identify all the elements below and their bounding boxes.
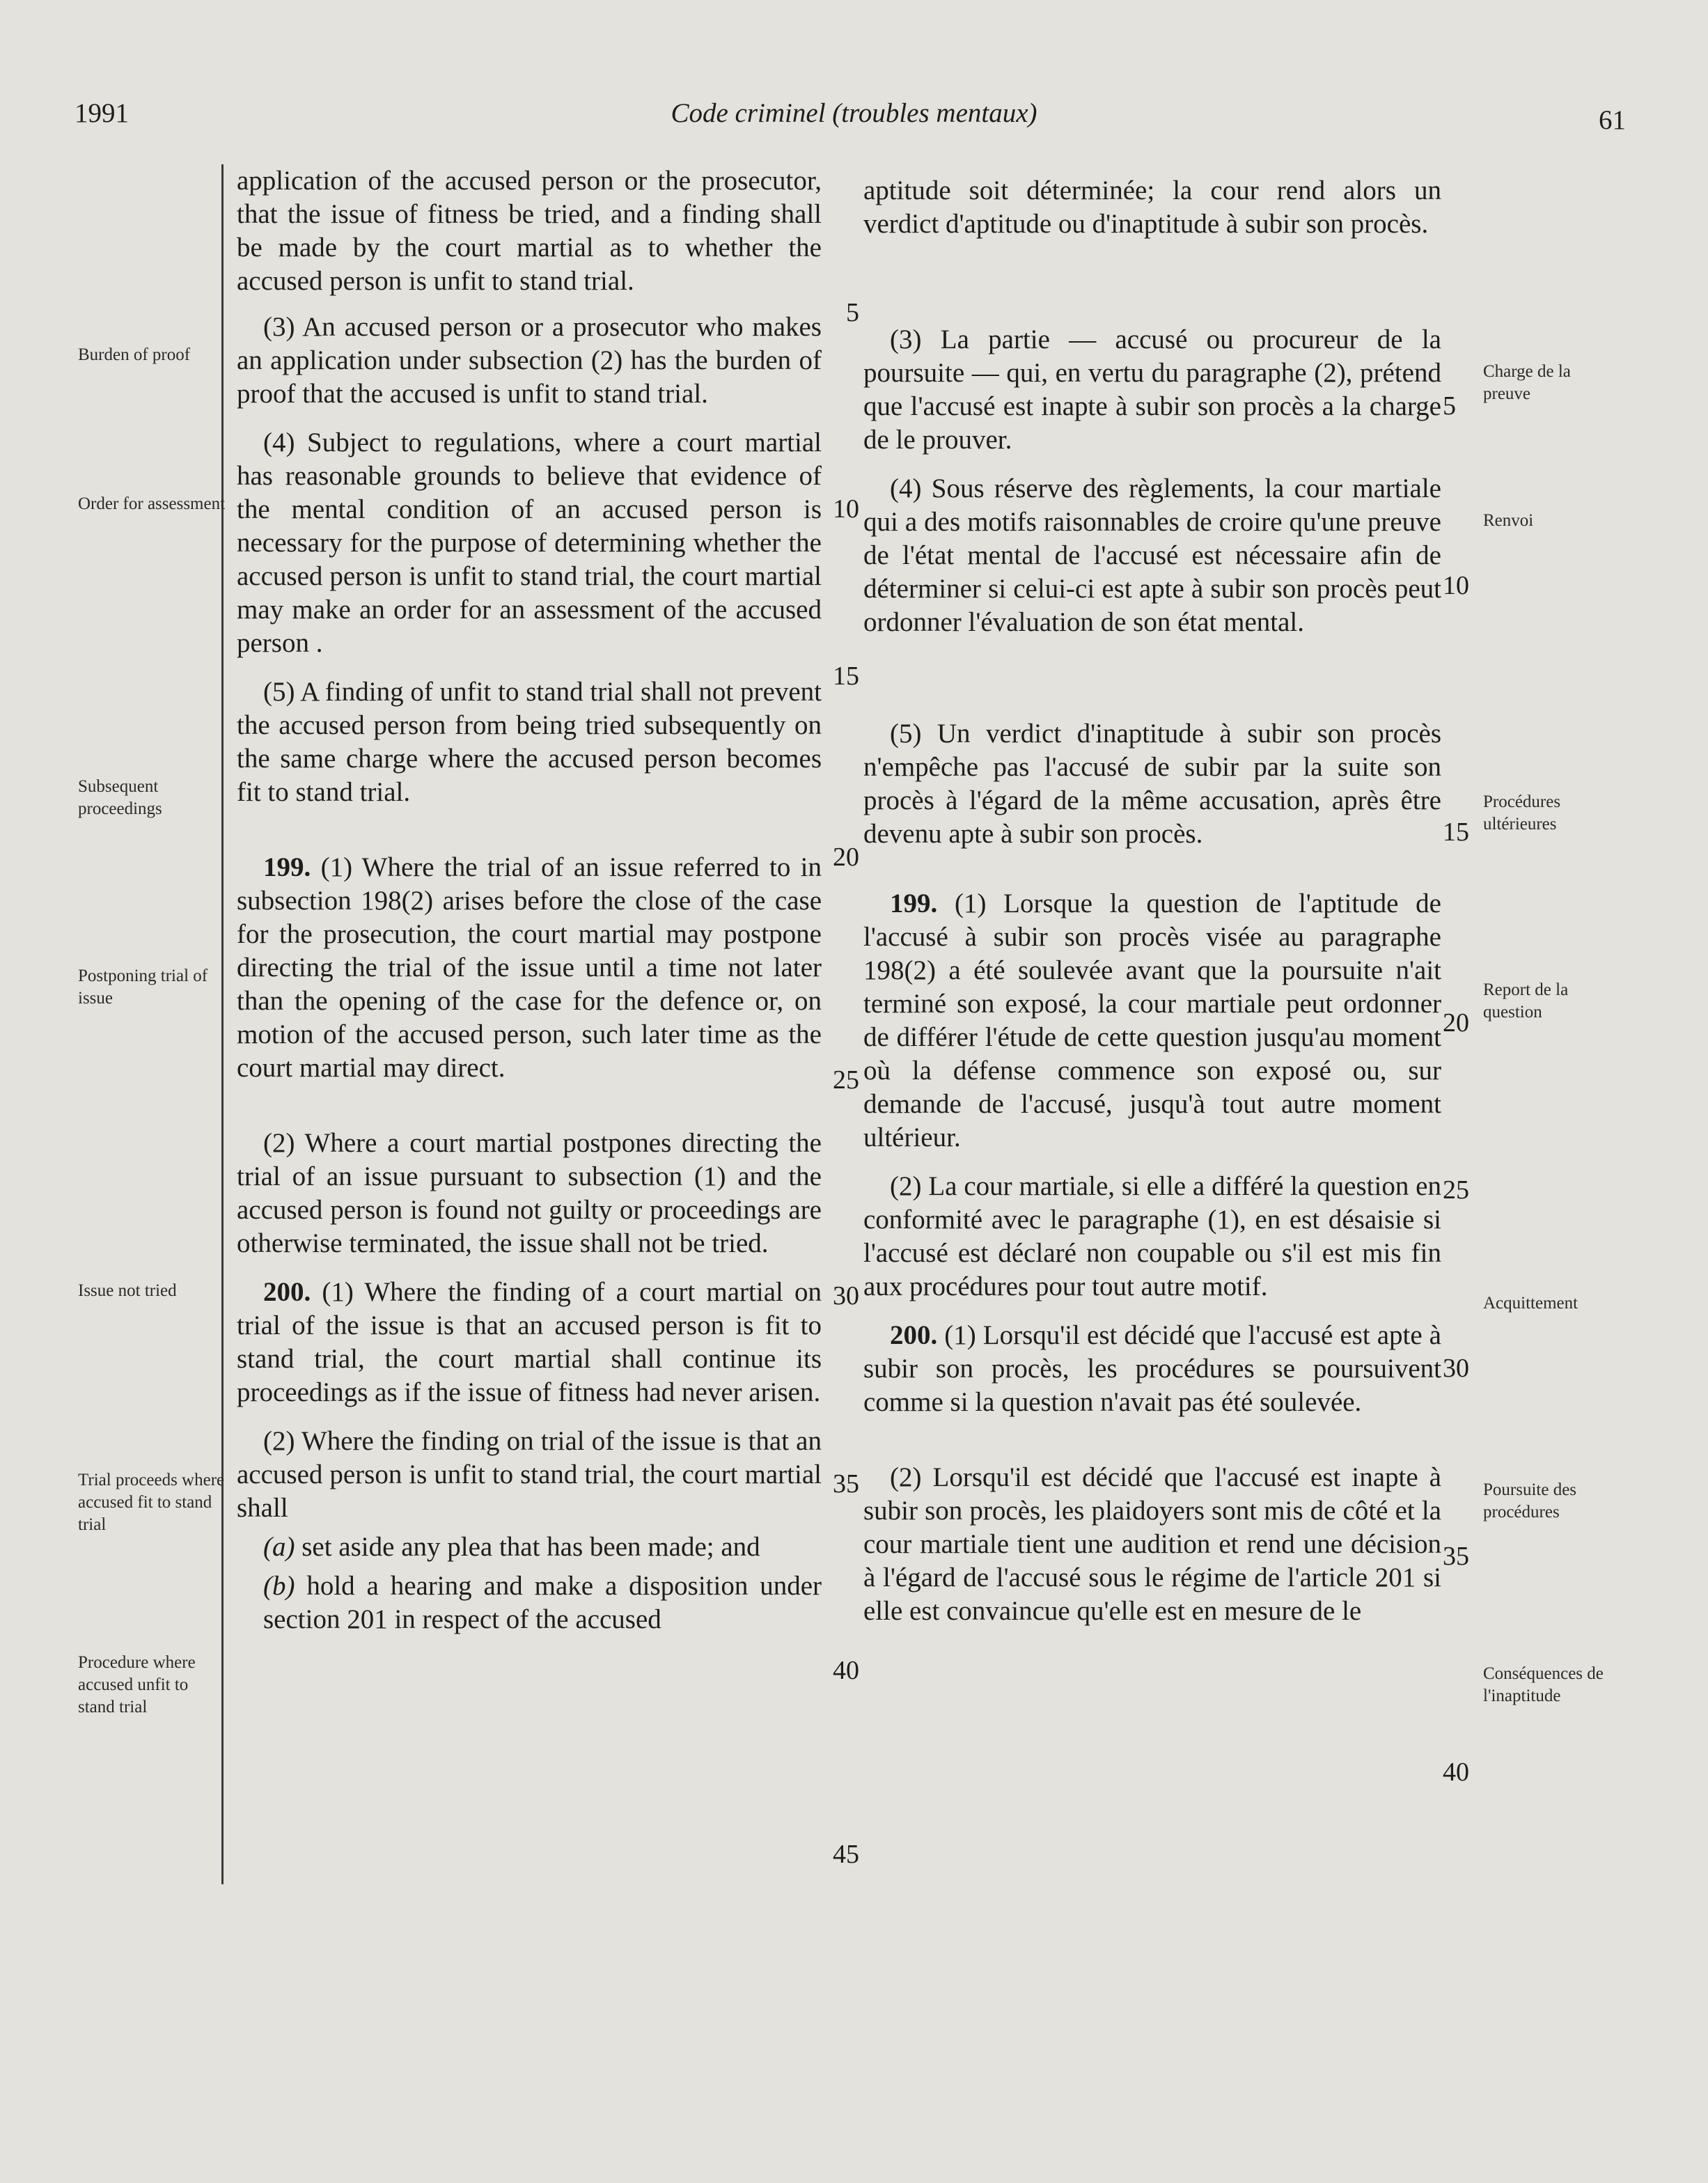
section-text: (1) Where the finding of a court martial on trial of the issue is that an accused person is fit to stand trial, the court martial shall continue its proceedings as if the issue of fitness had never arisen. bbox=[237, 1277, 822, 1407]
french-section-200 bbox=[863, 1319, 1441, 1419]
margin-note-burden-of-proof: Burden of proof bbox=[78, 345, 191, 364]
margin-note-procedure-unfit: Procedure where accused unfit to stand trial bbox=[78, 1653, 196, 1716]
english-paragraph: (5) A finding of unfit to stand trial shall not prevent the accused person from being tried subsequently on the same charge where the accused person becomes fit to stand trial. bbox=[237, 677, 822, 807]
english-column bbox=[237, 164, 822, 1636]
english-clause-a bbox=[237, 1531, 822, 1564]
line-number: 30 bbox=[833, 1281, 859, 1310]
margin-note-report-de-la-question: Report de la question bbox=[1483, 980, 1569, 1022]
line-number: 15 bbox=[1443, 817, 1469, 847]
line-number: 5 bbox=[846, 298, 859, 327]
english-paragraph: (2) Where the finding on trial of the issue is that an accused person is unfit to stand trial, the court martial shall bbox=[237, 1426, 822, 1523]
french-paragraph: (3) La partie — accusé ou procureur de la poursuite — qui, en vertu du paragraphe (2), prétend que l'accusé est inapte à subir son procès a la charge de le prouver. bbox=[863, 324, 1441, 455]
line-number: 20 bbox=[1443, 1008, 1469, 1038]
english-paragraph: (4) Subject to regulations, where a court martial has reasonable grounds to believe that evidence of the mental condition of an accused person is necessary for the purpose of determining whether the accused person is unfit to stand trial, the court martial may make an order for an assessment of the accused person . bbox=[237, 428, 822, 658]
line-number: 25 bbox=[833, 1065, 859, 1095]
french-paragraph: (2) Lorsqu'il est décidé que l'accusé est inapte à subir son procès, les plaidoyers sont mis de côté et la cour martiale tient une audition et rend une décision à l'égard de l'accusé sous le régime de l'article 201 si elle est convaincue qu'elle est en mesure de le bbox=[863, 1462, 1441, 1626]
line-number: 40 bbox=[833, 1656, 859, 1685]
line-number: 30 bbox=[1443, 1354, 1469, 1383]
line-number: 10 bbox=[833, 494, 859, 524]
clause-text: set aside any plea that has been made; and bbox=[295, 1532, 760, 1562]
margin-note-charge-de-la-preuve: Charge de la preuve bbox=[1483, 362, 1571, 403]
line-number: 45 bbox=[833, 1840, 859, 1869]
margin-note-procedures-ulterieures: Procédures ultérieures bbox=[1483, 792, 1561, 834]
english-paragraph: (3) An accused person or a prosecutor who makes an application under subsection (2) has the burden of proof that the accused is unfit to stand trial. bbox=[237, 312, 822, 409]
section-number: 199. bbox=[263, 852, 311, 882]
clause-label: (a) bbox=[263, 1532, 295, 1562]
section-text: (1) Lorsque la question de l'aptitude de l'accusé à subir son procès visée au paragraphe 198(2) a été soulevée avant que la poursuite n'ait terminé son exposé, la cour martiale peut ordonner de différer l'étude de cette question jusqu'au moment où la défense commence son exposé ou, sur demande de l'accusé, jusqu'à tout autre moment ultérieur. bbox=[863, 889, 1441, 1152]
english-paragraph: (2) Where a court martial postpones directing the trial of an issue pursuant to subsection (1) and the accused person is found not guilty or proceedings are otherwise terminated, the issue shall not be tried. bbox=[237, 1128, 822, 1258]
margin-note-postponing-trial: Postponing trial of issue bbox=[78, 967, 208, 1008]
margin-note-trial-proceeds: Trial proceeds where accused fit to stand trial bbox=[78, 1471, 225, 1534]
clause-text: hold a hearing and make a disposition under section 201 in respect of the accused bbox=[263, 1571, 822, 1634]
left-column-rule bbox=[221, 164, 224, 1884]
line-number: 20 bbox=[833, 843, 859, 872]
section-number: 200. bbox=[890, 1320, 938, 1350]
margin-note-acquittement: Acquittement bbox=[1483, 1294, 1578, 1313]
page-running-title: Code criminel (troubles mentaux) bbox=[671, 98, 1037, 128]
margin-note-issue-not-tried: Issue not tried bbox=[78, 1281, 177, 1300]
margin-note-renvoi: Renvoi bbox=[1483, 511, 1534, 530]
english-section-200 bbox=[237, 1276, 822, 1409]
line-number: 35 bbox=[833, 1469, 859, 1499]
section-number: 199. bbox=[890, 889, 938, 918]
section-number: 200. bbox=[263, 1277, 311, 1307]
french-column bbox=[863, 174, 1441, 1628]
margin-note-subsequent-proceedings: Subsequent proceedings bbox=[78, 777, 162, 818]
margin-note-poursuite-des-procedures: Poursuite des procédures bbox=[1483, 1480, 1577, 1521]
line-number: 15 bbox=[833, 662, 859, 691]
margin-note-order-for-assessment: Order for assessment bbox=[78, 494, 226, 513]
margin-note-consequences-inaptitude: Conséquences de l'inaptitude bbox=[1483, 1664, 1604, 1705]
english-section-199 bbox=[237, 851, 822, 1085]
english-paragraph: application of the accused person or the prosecutor, that the issue of fitness be tried, and a finding shall be made by the court martial as to whether the accused person is unfit to stand trial. bbox=[237, 166, 822, 296]
french-paragraph: (4) Sous réserve des règlements, la cour martiale qui a des motifs raisonnables de croire qu'une preuve de l'état mental de l'accusé est nécessaire afin de déterminer si celui-ci est apte à subir son procès peut ordonner l'évaluation de son état mental. bbox=[863, 474, 1441, 637]
french-section-199 bbox=[863, 887, 1441, 1155]
french-paragraph: (2) La cour martiale, si elle a différé la question en conformité avec le paragraphe (1), en est désaisie si l'accusé est déclaré non coupable ou s'il est mis fin aux procédures pour tout autre motif. bbox=[863, 1171, 1441, 1301]
line-number: 25 bbox=[1443, 1175, 1469, 1205]
french-paragraph: aptitude soit déterminée; la cour rend alors un verdict d'aptitude ou d'inaptitude à subir son procès. bbox=[863, 175, 1441, 239]
section-text: (1) Lorsqu'il est décidé que l'accusé est apte à subir son procès, les procédures se poursuivent comme si la question n'avait pas été soulevée. bbox=[863, 1320, 1441, 1417]
clause-label: (b) bbox=[263, 1571, 295, 1601]
english-clause-b bbox=[237, 1570, 822, 1636]
line-number: 35 bbox=[1443, 1542, 1469, 1571]
page-year: 1991 bbox=[75, 98, 129, 128]
line-number: 5 bbox=[1443, 391, 1456, 421]
french-paragraph: (5) Un verdict d'inaptitude à subir son procès n'empêche pas l'accusé de subir par la suite son procès à l'égard de la même accusation, après être devenu apte à subir son procès. bbox=[863, 719, 1441, 849]
line-number: 40 bbox=[1443, 1758, 1469, 1787]
page-number: 61 bbox=[1599, 105, 1626, 135]
line-number: 10 bbox=[1443, 571, 1469, 600]
section-text: (1) Where the trial of an issue referred to in subsection 198(2) arises before the close of the case for the prosecution, the court martial may postpone directing the trial of the issue until a time not later than the opening of the case for the defence or, on motion of the accused person, such later time as the court martial may direct. bbox=[237, 852, 822, 1083]
